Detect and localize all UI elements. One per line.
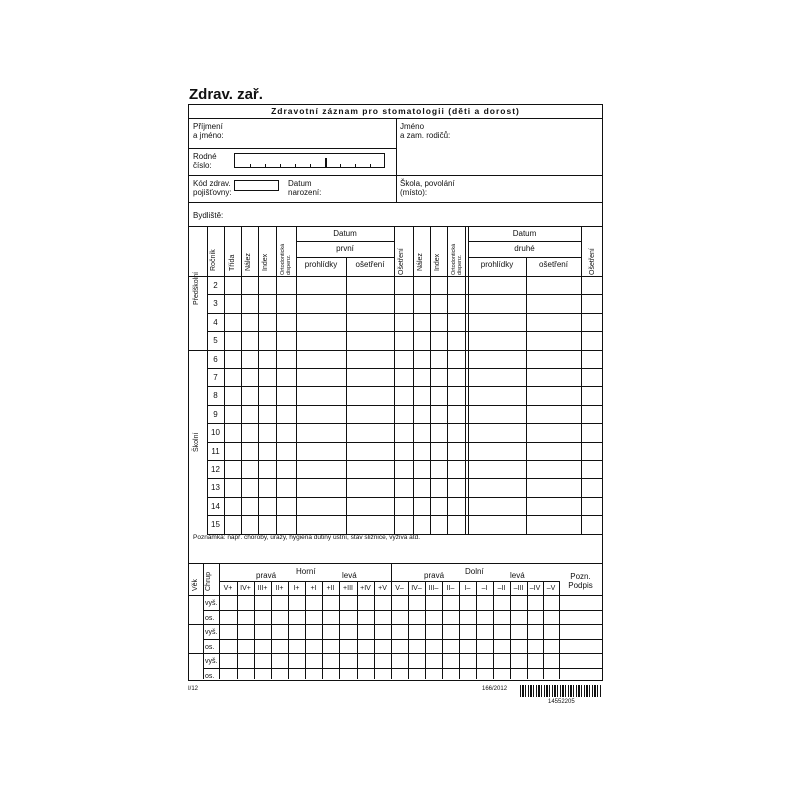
header-ortodont-1: Ortodontická dispenz. <box>280 243 292 275</box>
birth-number-tick <box>250 164 251 167</box>
dental-header-chrup: Chrup <box>205 571 212 591</box>
birth-number-tick <box>295 164 296 167</box>
tooth-label: +V <box>378 585 387 592</box>
dental-row-label: os. <box>205 614 215 622</box>
tooth-label: +IV <box>360 585 371 592</box>
footer-left: I/12 <box>188 686 199 692</box>
header-index-2: Index <box>434 253 441 271</box>
rocnik-label: 12 <box>211 465 220 474</box>
dental-col-line <box>271 581 272 679</box>
header-prvni: první <box>336 244 354 253</box>
tooth-label: +II <box>326 585 335 592</box>
header-druhe: druhé <box>514 244 535 253</box>
table-col-line <box>581 226 582 534</box>
birth-number-tick <box>280 164 281 167</box>
birth-number-tick <box>325 158 327 167</box>
section-predskolni: Předškolní <box>193 271 200 305</box>
table-row-line <box>207 386 602 387</box>
birth-number-tick <box>340 164 341 167</box>
tooth-label: V– <box>395 585 404 592</box>
barcode-number: 14552205 <box>548 699 575 705</box>
rocnik-label: 9 <box>213 409 218 419</box>
table-row-line <box>207 331 602 332</box>
header-osetreni-b: Ošetření <box>589 248 596 275</box>
stomatology-form <box>188 104 603 681</box>
table-head-line <box>296 257 394 258</box>
dental-row-label: vyš. <box>205 629 218 637</box>
table-row-line <box>207 405 602 406</box>
tooth-label: –IV <box>529 585 541 592</box>
dental-row-label: vyš. <box>205 658 218 666</box>
header-trida: Třída <box>229 254 236 271</box>
dental-row-line <box>203 639 602 640</box>
table-col-line <box>346 257 347 534</box>
header-prohlidky-1: prohlídky <box>304 260 338 269</box>
tooth-label: I– <box>464 585 471 592</box>
rocnik-label: 3 <box>213 299 218 309</box>
tooth-label: V+ <box>223 585 233 592</box>
dental-row-label: os. <box>205 673 215 680</box>
rocnik-label: 8 <box>213 391 218 401</box>
rocnik-label: 11 <box>211 446 220 456</box>
table-row-line <box>189 350 602 351</box>
birth-number-tick <box>265 164 266 167</box>
dental-col-line <box>442 581 443 679</box>
table-row-line <box>207 423 602 424</box>
header-nalez-2: Nález <box>417 253 424 271</box>
table-col-line <box>430 226 431 534</box>
header-osetreni-a: Ošetření <box>398 248 405 275</box>
table-col-line <box>241 226 242 534</box>
table-col-line <box>258 226 259 534</box>
table-head-line <box>296 241 394 242</box>
dental-col-line <box>203 563 204 679</box>
dental-col-line <box>357 581 358 679</box>
birth-number-tick <box>310 164 311 167</box>
dental-head-bottom <box>189 595 602 596</box>
dental-row-label: vyš. <box>205 600 218 607</box>
tooth-label: –I <box>481 585 488 592</box>
rocnik-label: 6 <box>213 354 218 364</box>
footer-code: 166/2012 <box>482 686 508 692</box>
tooth-label: +I <box>310 585 317 592</box>
tooth-label: II+ <box>275 585 284 592</box>
dental-pozn-podpis: Pozn. Podpis <box>568 572 593 590</box>
tooth-label: III+ <box>257 585 268 592</box>
dental-col-line <box>527 581 528 679</box>
dental-col-line <box>476 581 477 679</box>
insurance-code-field[interactable] <box>234 180 279 191</box>
rocnik-label: 7 <box>213 373 218 382</box>
dental-col-line <box>493 581 494 679</box>
table-col-line <box>465 226 466 534</box>
header-osetreni-1: ošetření <box>355 260 385 269</box>
birth-number-label: Rodné číslo: <box>193 152 217 170</box>
dental-col-line <box>408 581 409 679</box>
dental-col-line <box>305 581 306 679</box>
dental-row-line <box>189 624 602 625</box>
dental-header-vek: Věk <box>192 578 199 591</box>
table-row-line <box>207 497 602 498</box>
birth-number-tick <box>370 164 371 167</box>
header-nalez: Nález <box>245 253 252 271</box>
dental-dolni-label: Dolní <box>465 567 484 576</box>
table-col-line <box>526 257 527 534</box>
surname-label: Příjmení a jméno: <box>193 122 224 140</box>
dental-col-line <box>339 581 340 679</box>
birth-number-tick <box>355 164 356 167</box>
address-label: Bydliště: <box>193 211 224 220</box>
dental-row-line <box>203 610 602 611</box>
table-row-line <box>207 368 602 369</box>
dental-col-line <box>322 581 323 679</box>
section-skolni: Školní <box>193 432 200 452</box>
table-col-line <box>413 226 414 534</box>
header-ortodont-2: Ortodontická dispenz. <box>451 243 463 275</box>
table-col-line <box>296 226 297 534</box>
insurance-code-label: Kód zdrav. pojišťovny: <box>193 179 232 197</box>
rocnik-label: 14 <box>211 501 220 511</box>
tooth-label: –III <box>513 585 524 592</box>
dental-col-line <box>559 581 560 679</box>
dental-col-line <box>543 581 544 679</box>
tooth-label: IV+ <box>240 585 251 592</box>
table-head-bottom <box>189 276 602 277</box>
tooth-label: I+ <box>293 585 300 592</box>
table-head-line <box>468 241 581 242</box>
header-datum-2: Datum <box>512 229 537 238</box>
form-title: Zdravotní záznam pro stomatologii (děti a dorost) <box>271 106 520 116</box>
table-col-line <box>224 226 225 534</box>
dental-col-line <box>237 581 238 679</box>
rocnik-label: 10 <box>211 428 220 438</box>
dental-row-line <box>203 668 602 669</box>
parents-name-label: Jméno a zam. rodičů: <box>400 122 451 140</box>
table-col-line <box>468 226 469 534</box>
dental-col-line <box>288 581 289 679</box>
dental-col-line <box>254 581 255 679</box>
tooth-label: –II <box>497 585 506 592</box>
barcode <box>520 685 602 697</box>
header-prohlidky-2: prohlídky <box>480 260 514 269</box>
dental-horni-leva: levá <box>342 571 357 580</box>
dental-col-line <box>459 581 460 679</box>
tooth-label: III– <box>428 585 439 592</box>
rocnik-label: 13 <box>211 483 220 493</box>
table-col-line <box>447 226 448 534</box>
tooth-label: IV– <box>411 585 422 592</box>
table-col-line <box>276 226 277 534</box>
tooth-label: +III <box>343 585 353 592</box>
note-label: Poznámka: např. choroby, úrazy, hygiena dutiny ústní, stav sliznice, výživa atd. <box>193 534 421 541</box>
dental-head-line <box>219 581 559 582</box>
dental-col-line <box>374 581 375 679</box>
rocnik-label: 4 <box>213 317 218 327</box>
rocnik-label: 2 <box>213 281 218 290</box>
table-head-line <box>468 257 581 258</box>
header-index: Index <box>262 253 269 271</box>
dental-horni-label: Horní <box>296 567 316 576</box>
rocnik-label: 15 <box>211 520 220 530</box>
header-datum-1: Datum <box>333 229 357 238</box>
header-osetreni-2: ošetření <box>539 260 568 269</box>
rocnik-label: 5 <box>213 336 218 346</box>
dental-row-line <box>189 653 602 654</box>
table-row-line <box>207 515 602 516</box>
table-row-line <box>207 478 602 479</box>
table-row-line <box>207 460 602 461</box>
dental-horni-prava: pravá <box>256 571 277 580</box>
dental-dolni-leva: levá <box>510 571 525 580</box>
dental-col-line <box>510 581 511 679</box>
birth-number-field[interactable] <box>234 153 385 168</box>
page-title: Zdrav. zař. <box>189 86 263 103</box>
dental-col-line <box>391 563 392 679</box>
dental-col-line <box>425 581 426 679</box>
tooth-label: –V <box>546 585 556 592</box>
dental-dolni-prava: pravá <box>424 571 445 580</box>
table-row-line <box>207 313 602 314</box>
dental-row-label: os. <box>205 643 215 651</box>
table-row-line <box>207 294 602 295</box>
dental-top-line <box>189 563 602 564</box>
table-row-line <box>207 442 602 443</box>
tooth-label: II– <box>446 585 455 592</box>
birth-date-label: Datum narození: <box>288 179 322 197</box>
header-rocnik: Ročník <box>210 249 217 271</box>
table-col-line <box>394 226 395 534</box>
school-label: Škola, povolání (místo): <box>400 179 455 197</box>
